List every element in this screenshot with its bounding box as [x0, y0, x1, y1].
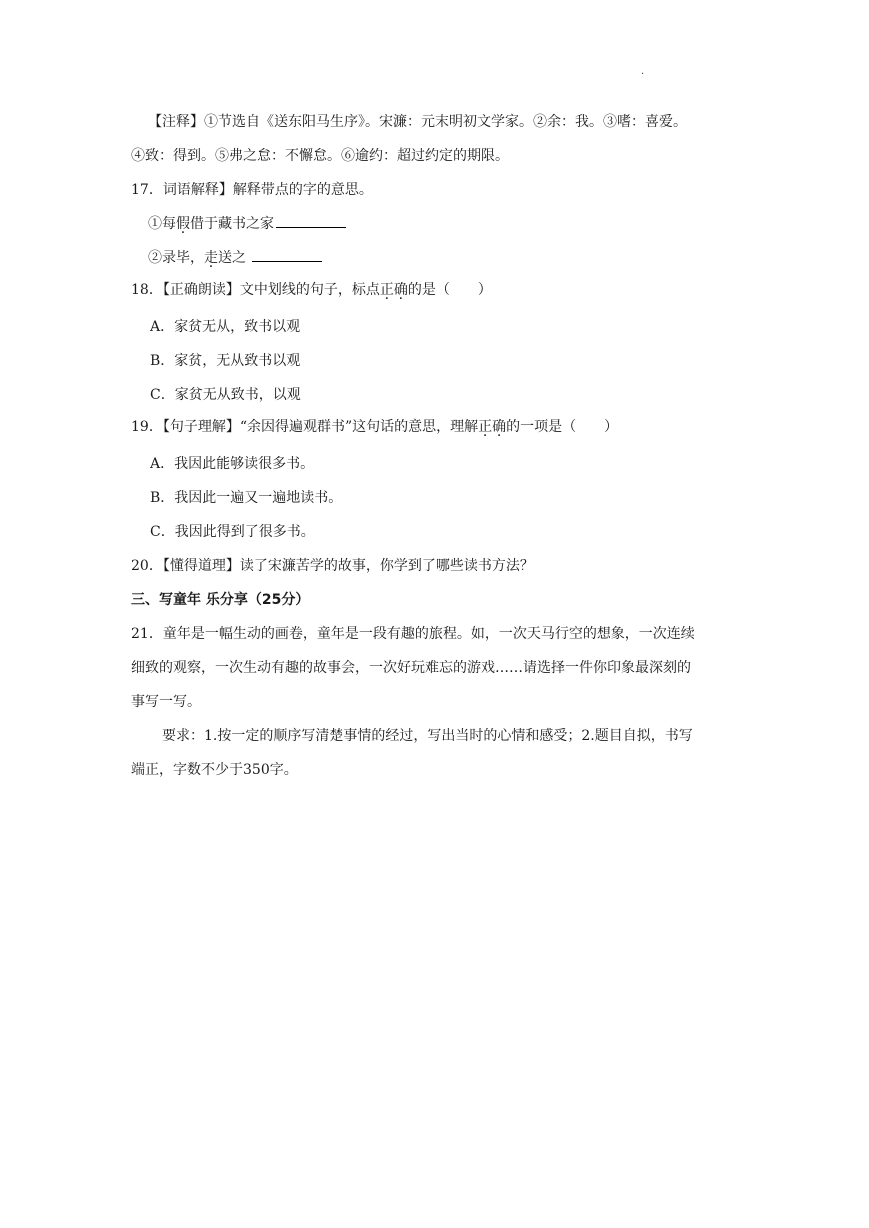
- q18-dotted-1: 正: [379, 282, 394, 298]
- q17-item1-dotted: 假: [176, 216, 190, 232]
- q18-choice-a[interactable]: A．家贫无从，致书以观: [150, 319, 301, 335]
- q21-line-1: 21．童年是一幅生动的画卷，童年是一段有趣的旅程。如，一次天马行空的想象，一次连续: [131, 626, 695, 642]
- q19-dotted-1: 正: [478, 419, 493, 435]
- q19-choice-a[interactable]: A．我因此能够读很多书。: [150, 456, 315, 472]
- q18-title-post: 的是（ ）: [407, 282, 492, 298]
- q17-item1-post: 借于藏书之家: [190, 216, 274, 232]
- answer-blank-2[interactable]: [252, 247, 322, 262]
- answer-blank-1[interactable]: [276, 213, 346, 228]
- q18-title: [131, 280, 492, 300]
- notes-line-2: ④致：得到。⑤弗之怠：不懈怠。⑥逾约：超过约定的期限。: [131, 148, 509, 164]
- q21-line-2: 细致的观察，一次生动有趣的故事会，一次好玩难忘的游戏……请选择一件你印象最深刻的: [131, 660, 691, 676]
- q17-item-1: [148, 213, 346, 234]
- q19-title: [131, 417, 618, 437]
- q17-item2-post: 送之: [218, 250, 246, 266]
- q19-title-pre: 19．【句子理解】“余因得遍观群书”这句话的意思，理解: [131, 419, 479, 435]
- q17-item-2: [148, 247, 322, 268]
- q17-item2-pre: ②录毕，: [148, 250, 204, 266]
- q18-choice-b[interactable]: B．家贫，无从致书以观: [150, 353, 301, 369]
- q21-line-3: 事写一写。: [131, 694, 201, 710]
- q19-title-post: 的一项是（ ）: [506, 419, 619, 435]
- q20-title: 20．【懂得道理】读了宋濂苦学的故事，你学到了哪些读书方法？: [131, 558, 534, 574]
- q17-title: 17．词语解释】解释带点的字的意思。: [131, 182, 373, 198]
- q18-dotted-2: 确: [393, 282, 408, 298]
- q17-item2-dotted: 走: [204, 250, 218, 266]
- q21-requirement-2: 端正，字数不少于350字。: [131, 762, 298, 778]
- q19-choice-c[interactable]: C．我因此得到了很多书。: [150, 524, 315, 540]
- section-3-title: 三、写童年 乐分享（25分）: [131, 592, 310, 608]
- q18-title-pre: 18．【正确朗读】文中划线的句子，标点: [131, 282, 380, 298]
- q17-item1-pre: ①每: [148, 216, 176, 232]
- q19-choice-b[interactable]: B．我因此一遍又一遍地读书。: [150, 490, 343, 506]
- header-mark: .: [641, 66, 645, 77]
- notes-line-1: 【注释】①节选自《送东阳马生序》。宋濂：元末明初文学家。②余：我。③嗜：喜爱。: [148, 114, 687, 130]
- q21-requirement-1: 要求：1.按一定的顺序写清楚事情的经过，写出当时的心情和感受；2.题目自拟，书写: [162, 728, 693, 744]
- q18-choice-c[interactable]: C．家贫无从致书，以观: [150, 387, 301, 403]
- q19-dotted-2: 确: [492, 419, 507, 435]
